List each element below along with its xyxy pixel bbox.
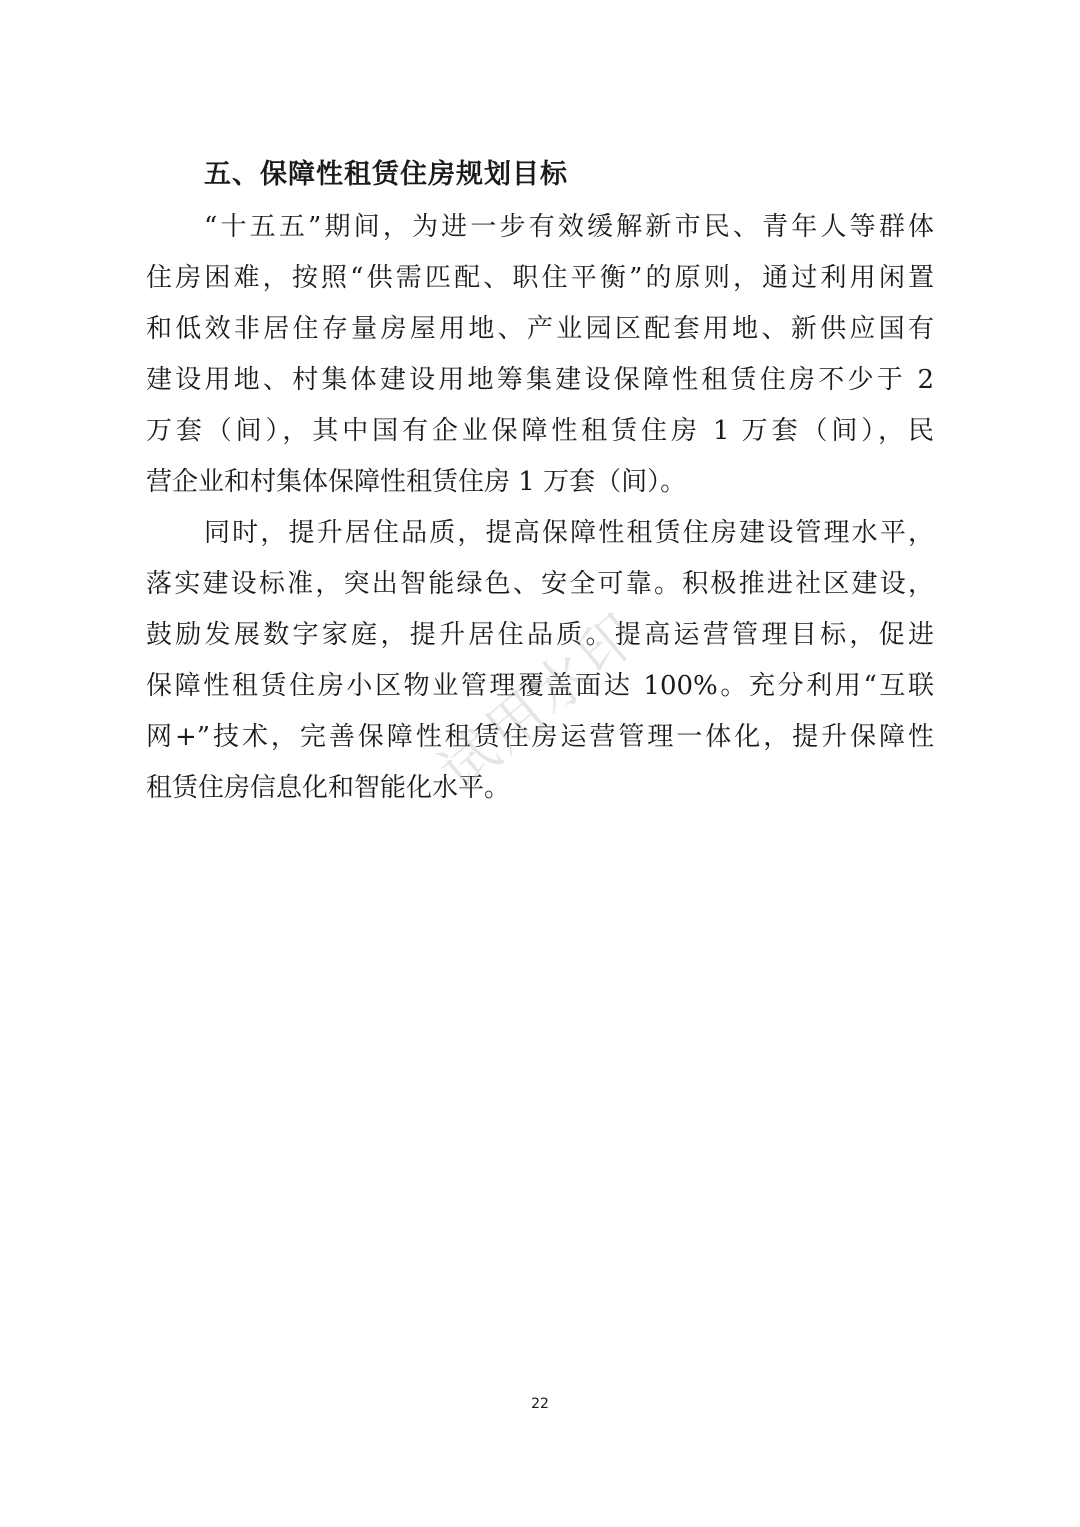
paragraph-1-line: 万套（间），其中国有企业保障性租赁住房 1 万套（间），民 (146, 416, 934, 446)
paragraph-2-line: 落实建设标准，突出智能绿色、安全可靠。积极推进社区建设， (146, 569, 934, 599)
paragraph-1-line: 住房困难，按照“供需匹配、职住平衡”的原则，通过利用闲置 (146, 263, 934, 293)
watermark: 试用水印 (427, 599, 654, 804)
paragraph-1-line: 建设用地、村集体建设用地筹集建设保障性租赁住房不少于 2 (146, 365, 934, 395)
section-heading: 五、保障性租赁住房规划目标 (204, 159, 568, 190)
paragraph-2-line: 租赁住房信息化和智能化水平。 (146, 773, 511, 803)
paragraph-1-line: “十五五”期间，为进一步有效缓解新市民、青年人等群体 (204, 212, 934, 242)
paragraph-2-line: 同时，提升居住品质，提高保障性租赁住房建设管理水平， (204, 518, 934, 548)
page-number: 22 (531, 1396, 549, 1412)
paragraph-1-line: 和低效非居住存量房屋用地、产业园区配套用地、新供应国有 (146, 314, 934, 344)
paragraph-2-line: 保障性租赁住房小区物业管理覆盖面达 100%。充分利用“互联 (146, 671, 934, 701)
paragraph-1-line: 营企业和村集体保障性租赁住房 1 万套（间）。 (146, 467, 687, 497)
paragraph-2-line: 网+”技术，完善保障性租赁住房运营管理一体化，提升保障性 (146, 722, 934, 752)
paragraph-2-line: 鼓励发展数字家庭，提升居住品质。提高运营管理目标，促进 (146, 620, 934, 650)
